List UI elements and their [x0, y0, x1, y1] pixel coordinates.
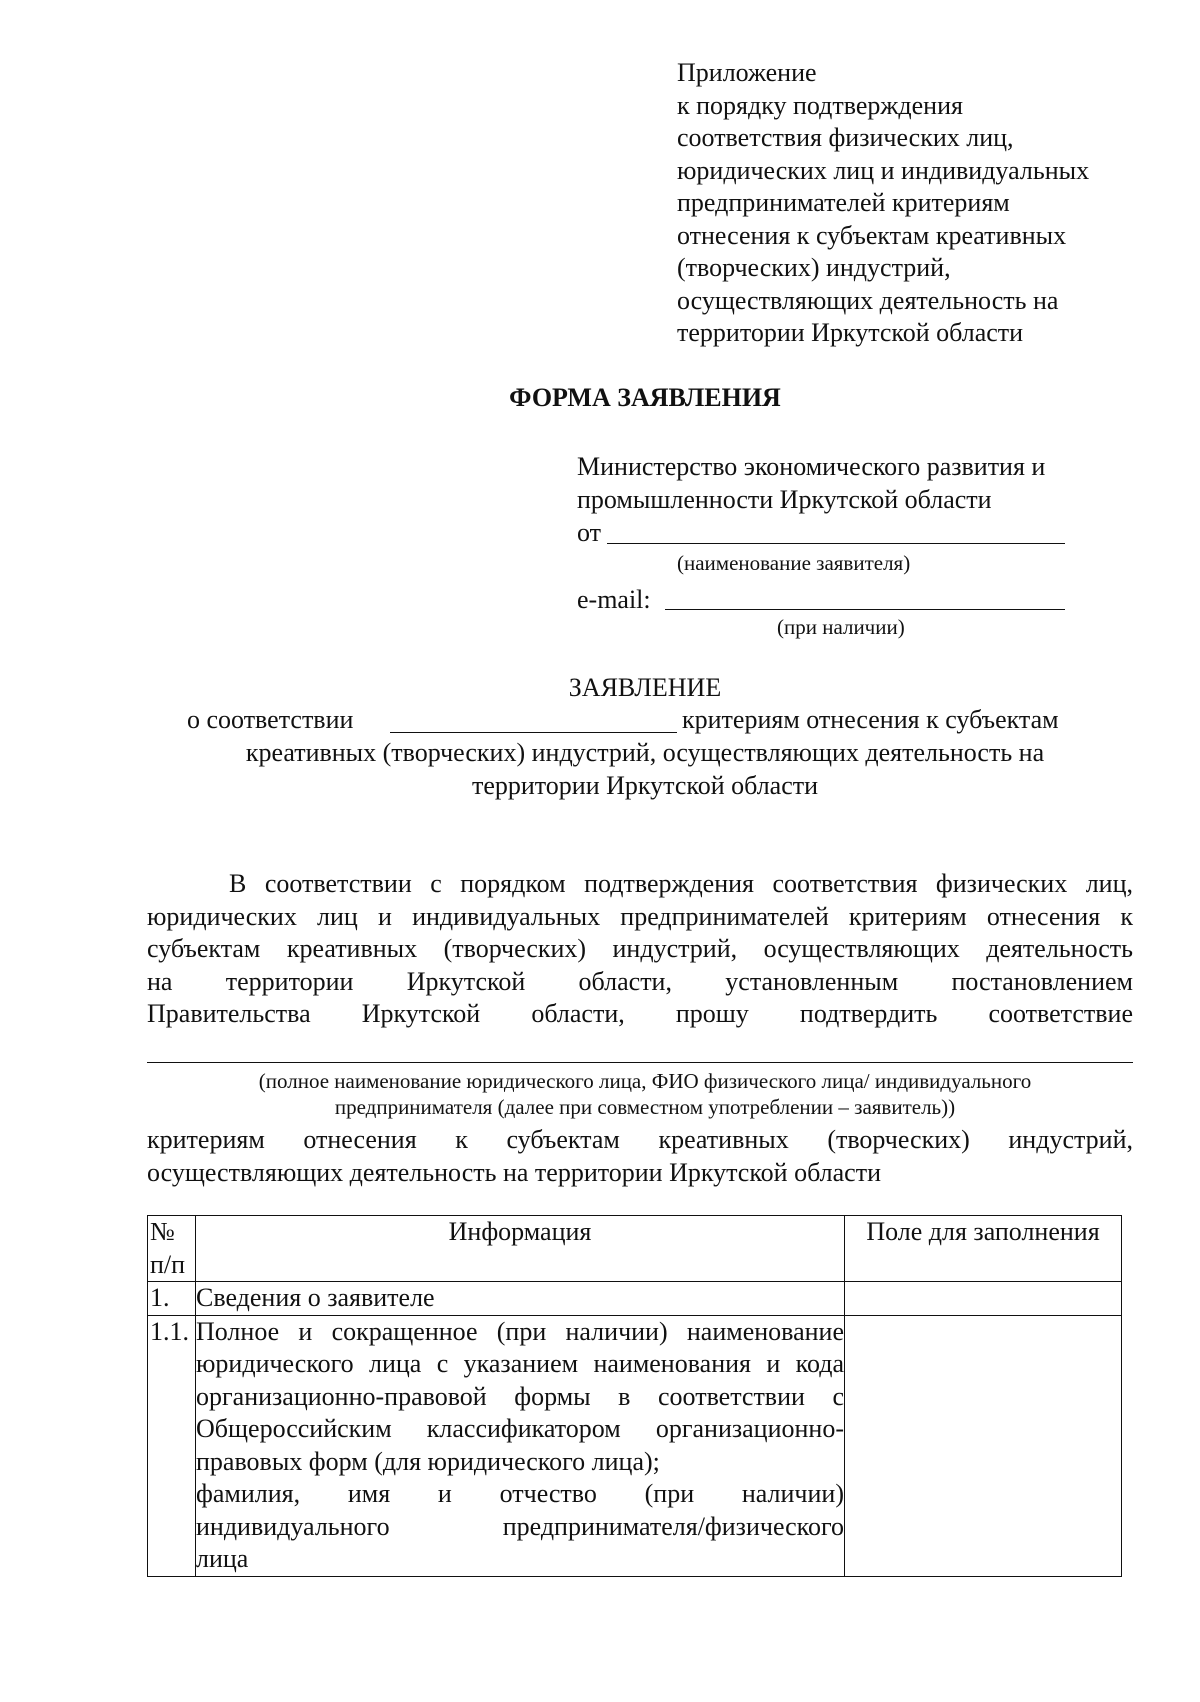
row-info-line: индивидуального предпринимателя/физического: [196, 1511, 844, 1541]
appendix-line: к порядку подтверждения: [677, 90, 963, 120]
row-info-line: лица: [196, 1544, 249, 1573]
statement-line1-before: о соответствии: [187, 705, 354, 734]
from-label: от: [577, 518, 602, 547]
body-line: В соответствии с порядком подтверждения соответствия физических лиц,: [229, 869, 1133, 898]
table-row: [148, 1282, 1122, 1316]
row-info-line: Полное и сокращенное (при наличии) наименование: [196, 1316, 844, 1346]
appendix-line: осуществляющих деятельность на: [677, 285, 1059, 315]
email-field[interactable]: [665, 609, 1065, 610]
email-caption: (при наличии): [777, 615, 905, 639]
email-label: e-mail:: [577, 585, 651, 614]
header-info: Информация: [196, 1216, 845, 1282]
appendix-header: [677, 57, 1177, 350]
applicant-fullname-caption-2: предпринимателя (далее при совместном употреблении – заявитель)): [334, 1095, 956, 1119]
body-after-line: осуществляющих деятельность на территории Иркутской области: [147, 1157, 881, 1187]
addressee-line: промышленности Иркутской области: [577, 485, 992, 514]
body-line: юридических лиц и индивидуальных предпринимателей критериям отнесения к: [147, 901, 1133, 931]
body-line: субъектам креативных (творческих) индустрий, осуществляющих деятельность: [147, 934, 1133, 963]
row-fill-field[interactable]: [845, 1315, 1122, 1576]
body-after: [147, 1124, 1133, 1189]
table-row: [148, 1315, 1122, 1576]
header-fill: Поле для заполнения: [845, 1216, 1122, 1282]
row-fill-field[interactable]: [845, 1282, 1122, 1316]
appendix-line: предпринимателей критериям: [677, 188, 1010, 217]
appendix-line: отнесения к субъектам креативных: [677, 220, 1067, 250]
appendix-line: территории Иркутской области: [677, 318, 1024, 347]
statement-subject-field[interactable]: [390, 732, 677, 733]
appendix-line: (творческих) индустрий,: [677, 253, 951, 282]
row-info-line: правовых форм (для юридического лица);: [196, 1446, 660, 1476]
info-table: [147, 1215, 1122, 1577]
applicant-name-field[interactable]: [607, 543, 1065, 544]
addressee-line: Министерство экономического развития и: [577, 452, 1046, 481]
row-info: Сведения о заявителе: [196, 1282, 845, 1316]
body-after-line: критериям отнесения к субъектам креативных (творческих) индустрий,: [147, 1125, 1133, 1154]
statement-line1-after: критериям отнесения к субъектам: [682, 705, 1059, 734]
statement-line3: территории Иркутской области: [471, 771, 819, 800]
statement-title: ЗАЯВЛЕНИЕ: [568, 673, 722, 702]
header-num: № п/п: [148, 1216, 196, 1282]
body-line: на территории Иркутской области, установленным постановлением: [147, 966, 1133, 996]
applicant-fullname-field[interactable]: [147, 1062, 1133, 1063]
row-num: 1.: [148, 1282, 196, 1316]
row-info-line: организационно-правовой формы в соответствии с: [196, 1381, 844, 1411]
row-num: 1.1.: [148, 1315, 196, 1576]
form-title: ФОРМА ЗАЯВЛЕНИЯ: [509, 383, 781, 412]
row-info: [196, 1315, 845, 1576]
body-line: Правительства Иркутской области, прошу подтвердить соответствие: [147, 999, 1133, 1028]
statement-line2: креативных (творческих) индустрий, осуществляющих деятельность на: [245, 738, 1045, 767]
appendix-line: соответствия физических лиц,: [677, 123, 1014, 152]
row-info-line: Общероссийским классификатором организационно-: [196, 1414, 844, 1443]
addressee-block: [577, 450, 1045, 549]
row-info-line: фамилия, имя и отчество (при наличии): [196, 1479, 844, 1508]
applicant-name-caption: (наименование заявителя): [677, 551, 911, 575]
body-paragraph: [147, 868, 1133, 1031]
table-header-row: [148, 1216, 1122, 1282]
appendix-line: Приложение: [677, 58, 817, 87]
appendix-line: юридических лиц и индивидуальных: [677, 155, 1090, 185]
applicant-fullname-caption-1: (полное наименование юридического лица, ФИО физического лица/ индивидуального: [258, 1069, 1032, 1093]
row-info-line: юридического лица с указанием наименования и кода: [196, 1349, 844, 1378]
